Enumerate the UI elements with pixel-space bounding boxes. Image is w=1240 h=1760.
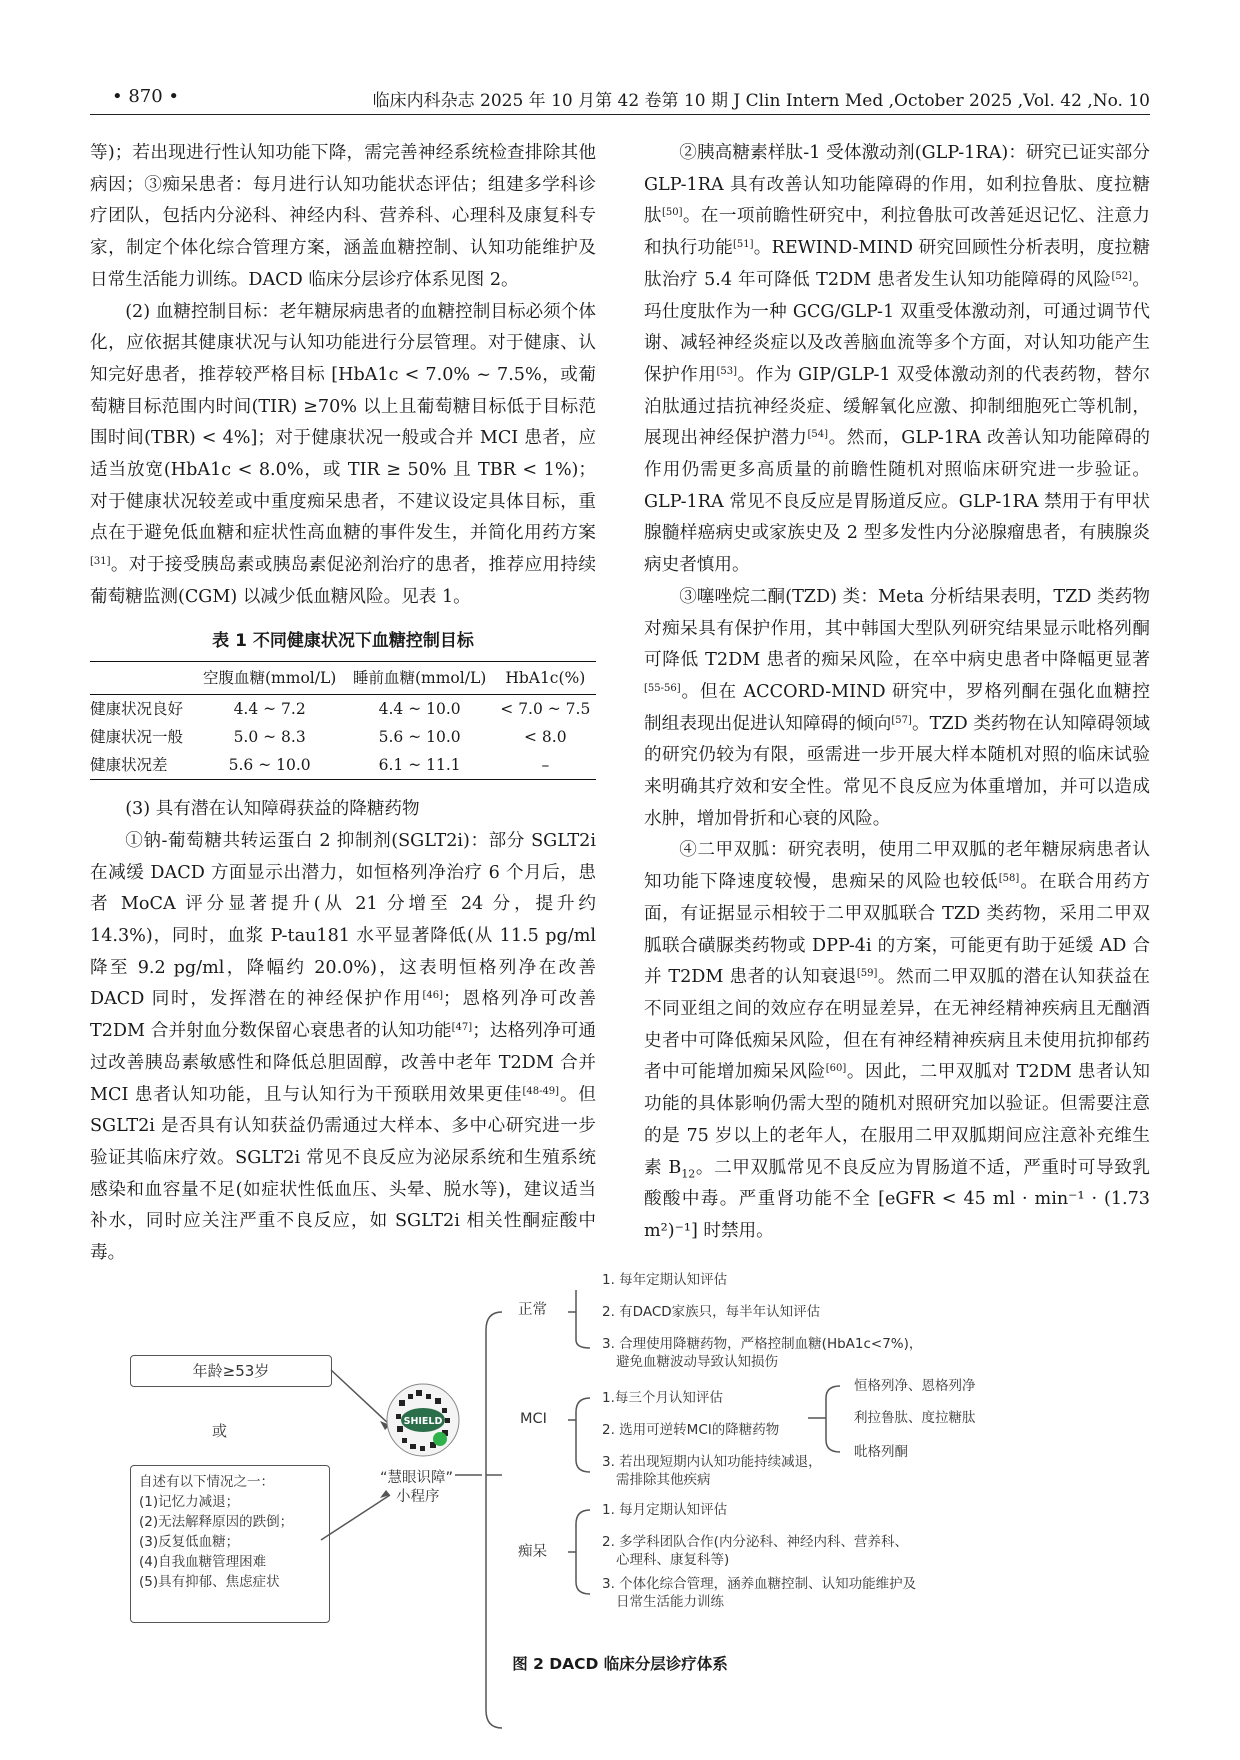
app-caption: “慧眼识障”: [380, 1470, 454, 1486]
table-cell: 4.4 ~ 10.0: [378, 700, 461, 719]
normal-item: 1. 每年定期认知评估: [602, 1272, 728, 1288]
table-cell: < 7.0 ~ 7.5: [500, 700, 591, 719]
drugs-brace: [808, 1386, 840, 1452]
subheading: (3) 具有潜在认知障碍获益的降糖药物: [125, 799, 420, 820]
text-run: 。作为 GIP/GLP-1 双受体激动剂的代表药物，替尔泊肽通过拮抗神经炎症、缓解氧化应激、抑制细胞死亡等机制，展现出神经保护潜力: [644, 364, 1150, 449]
drug-item: 利拉鲁肽、度拉糖肽: [854, 1410, 976, 1426]
citation: [52]: [1111, 270, 1132, 282]
arrow-line: [331, 1370, 390, 1425]
category-mci: MCI: [520, 1411, 547, 1427]
text-run: 。在联合用药方面，有证据显示相较于二甲双胍联合 TZD 类药物，采用二甲双胍联合磺脲类药物或 DPP-4i 的方案，可能更有助于延缓 AD 合并 T2DM 患者的认知衰退: [644, 872, 1150, 988]
table-row: [90, 723, 596, 751]
symptom-line: (2)无法解释原因的跌倒；: [139, 1514, 294, 1530]
text-run: 。但 SGLT2i 是否具有认知获益仍需通过大样本、多中心研究进一步验证其临床疗效。SGLT2i 常见不良反应为泌尿系统和生殖系统感染和血容量不足(如症状性低血压、头晕、脱水等)，建议适当补水，同时应关注严重不良反应，如 SGLT2i 相关性酮症酸中毒。: [90, 1084, 596, 1264]
citation: [53]: [716, 365, 738, 377]
citation: [31]: [90, 556, 111, 568]
text-run: 。TZD 类药物在认知障碍领域的研究仍较为有限，亟需进一步开展大样本随机对照的临床试验来明确其疗效和安全性。常见不良反应为体重增加，并可以造成水肿，增加骨折和心衰的风险。: [644, 713, 1150, 829]
normal-item: 2. 有DACD家族只，每半年认知评估: [602, 1304, 821, 1320]
text-run: 。但在 ACCORD-MIND 研究中，罗格列酮在强化血糖控制组表现出促进认知障碍的倾向: [644, 681, 1150, 734]
app-caption: 小程序: [396, 1489, 440, 1505]
paragraph-sglt2i: [90, 826, 596, 1270]
citation: [46]: [422, 990, 444, 1002]
mci-item: 1.每三个月认知评估: [602, 1390, 723, 1406]
text-run: ；达格列净可通过改善胰岛素敏感性和降低总胆固醇，改善中老年 T2DM 合并 MCI 患者认知功能，且与认知行为干预联用效果更佳: [90, 1021, 596, 1105]
table-cell: –: [495, 751, 596, 780]
left-column: [90, 138, 596, 1270]
or-label: 或: [212, 1422, 228, 1440]
right-column: [644, 138, 1150, 1248]
text-run: 。然而，GLP-1RA 改善认知功能障碍的作用仍需更多高质量的前瞻性随机对照临床研究进一步验证。GLP-1RA 常见不良反应是胃肠道反应。GLP-1RA 禁用于有甲状腺髓样癌病史或家族史及 2 型多发性内分泌腺瘤患者，有胰腺炎病史者慎用。: [644, 428, 1150, 576]
citation: [47]: [451, 1022, 473, 1034]
dementia-item: 3. 个体化综合管理，涵养血糖控制、认知功能维护及: [602, 1576, 917, 1592]
citation: [48-49]: [522, 1085, 560, 1097]
text-run: 。然而二甲双胍的潜在认知获益在不同亚组之间的效应存在明显差异，在无神经精神疾病且无酗酒史者中可降低痴呆风险，但在有神经精神疾病且未使用抗抑郁药者中可能增加痴呆风险: [644, 967, 1150, 1083]
running-title: 临床内科杂志 2025 年 10 月第 42 卷第 10 期 J Clin Intern Med ,October 2025 ,Vol. 42 ,No. 10: [372, 91, 1150, 111]
dementia-item: 1. 每月定期认知评估: [602, 1502, 728, 1518]
table-cell: 健康状况良好: [90, 700, 184, 719]
table-cell: 健康状况一般: [90, 728, 184, 747]
mci-brace: [568, 1398, 590, 1472]
table-cell: 5.6 ~ 10.0: [195, 751, 345, 780]
symptom-line: 自述有以下情况之一：: [139, 1474, 274, 1490]
text-run: ②胰高糖素样肽-1 受体激动剂(GLP-1RA)：研究已证实部分 GLP-1RA 具有改善认知功能障碍的作用，如利拉鲁肽、度拉糖肽: [644, 143, 1150, 227]
citation: [58]: [998, 873, 1020, 885]
mci-item: 3. 若出现短期内认知功能持续减退，: [602, 1454, 822, 1470]
figure-dacd-system: [90, 1272, 1150, 1760]
table-row: [90, 695, 596, 724]
table-cell: 5.6 ~ 10.0: [378, 728, 461, 747]
citation: [50]: [661, 207, 683, 219]
paragraph-glp1ra: [644, 138, 1150, 582]
table-cell: 6.1 ~ 11.1: [345, 751, 495, 780]
table-cell: 4.4 ~ 7.2: [233, 700, 306, 719]
dementia-brace: [568, 1510, 590, 1594]
drug-item: 恒格列净、恩格列净: [854, 1378, 976, 1394]
citation: [57]: [891, 714, 912, 726]
symptom-box: [130, 1465, 330, 1623]
text-run: 。REWIND-MIND 研究回顾性分析表明，度拉糖肽治疗 5.4 年可降低 T2DM 患者发生认知功能障碍的风险: [644, 238, 1150, 290]
symptom-line: (3)反复低血糖；: [139, 1534, 240, 1550]
paragraph-metformin: [644, 835, 1150, 1247]
subscript: 12: [681, 1167, 696, 1181]
dementia-item: 心理科、康复科等): [616, 1552, 730, 1568]
text-run: 。在一项前瞻性研究中，利拉鲁肽可改善延迟记忆、注意力和执行功能: [644, 206, 1150, 259]
text-run: (2) 血糖控制目标：老年糖尿病患者的血糖控制目标必须个体化，应依据其健康状况与认知功能进行分层管理。对于健康、认知完好患者，推荐较严格目标 [HbA1c < 7.0% ~ 7.5%，或葡萄糖目标范围内时间(TIR) ≥70% 以上且葡萄糖目标低于目标范围时间(TBR) < 4%]；对于健康状况一般或合并 MCI 患者，应适当放宽(HbA1c < 8.0%，或 TIR ≥ 50% 且 TBR < 1%)；对于健康状况较差或中重度痴呆患者，不建议设定具体目标，重点在于避免低血糖和症状性高血糖的事件发生，并简化用药方案: [90, 301, 596, 544]
drug-item: 吡格列酮: [854, 1444, 908, 1460]
paragraph: 等)；若出现进行性认知功能下降，需完善神经系统检查排除其他病因；③痴呆患者：每月进行认知功能状态评估；组建多学科诊疗团队，包括内分泌科、神经内科、营养科、心理科及康复科专家，制定个体化综合管理方案，涵盖血糖控制、认知功能维护及日常生活能力训练。DACD 临床分层诊疗体系见图 2。: [90, 143, 596, 290]
paragraph-tzd: [644, 582, 1150, 836]
table-row: [90, 751, 596, 780]
text-run: ；恩格列净可改善 T2DM 合并射血分数保留心衰患者的认知功能: [90, 989, 596, 1042]
table-title: 表 1 不同健康状况下血糖控制目标: [212, 630, 474, 651]
page-header: [90, 86, 1150, 126]
glucose-target-table: [90, 661, 596, 780]
citation: [51]: [733, 239, 754, 251]
age-box: 年龄≥53岁: [130, 1355, 332, 1387]
citation: [60]: [825, 1063, 847, 1075]
symptom-line: (4)自我血糖管理困难: [139, 1554, 267, 1570]
text-run: ④二甲双胍：研究表明，使用二甲双胍的老年糖尿病患者认知功能下降速度较慢，患痴呆的风险也较低: [644, 840, 1150, 893]
symptom-line: (5)具有抑郁、焦虑症状: [139, 1574, 280, 1590]
citation: [54]: [807, 429, 828, 441]
table-header-cell: HbA1c(%): [495, 662, 596, 695]
dementia-item: 2. 多学科团队合作(内分泌科、神经内科、营养科、: [602, 1534, 908, 1550]
table-header-cell: [90, 662, 195, 695]
normal-item: 避免血糖波动导致认知损伤: [616, 1354, 778, 1370]
dementia-item: 日常生活能力训练: [616, 1594, 724, 1610]
table-header-cell: 睡前血糖(mmol/L): [345, 662, 495, 695]
table-cell: 5.0 ~ 8.3: [233, 728, 306, 747]
figure-caption: 图 2 DACD 临床分层诊疗体系: [512, 1655, 728, 1673]
arrow-line: [321, 1495, 390, 1540]
table-cell: < 8.0: [524, 728, 567, 747]
text-run: 。玛仕度肽作为一种 GCG/GLP-1 双重受体激动剂，可通过调节代谢、减轻神经炎症以及改善脑血流等多个方面，对认知功能产生保护作用: [644, 269, 1150, 385]
table-header-cell: 空腹血糖(mmol/L): [195, 662, 345, 695]
text-run: 。对于接受胰岛素或胰岛素促泌剂治疗的患者，推荐应用持续葡萄糖监测(CGM) 以减少低血糖风险。见表 1。: [90, 555, 596, 607]
normal-brace: [568, 1290, 590, 1348]
text-run: 。因此，二甲双胍对 T2DM 患者认知功能的具体影响仍需大型的随机对照研究加以验证。但需要注意的是 75 岁以上的老年人，在服用二甲双胍期间应注意补充维生素 B: [644, 1062, 1150, 1178]
table-cell: 健康状况差: [90, 751, 195, 780]
text-run: ①钠-葡萄糖共转运蛋白 2 抑制剂(SGLT2i)：部分 SGLT2i 在减缓 DACD 方面显示出潜力，如恒格列净治疗 6 个月后，患者 MoCA 评分显著提升(从 21 分增至 24 分，提升约 14.3%)，同时，血浆 P-tau181 水平显著降低(从 11.5 pg/ml 降至 9.2 pg/ml，降幅约 20.0%)，这表明恒格列净在改善 DACD 同时，发挥潜在的神经保护作用: [90, 830, 596, 1010]
category-dementia: 痴呆: [518, 1544, 547, 1560]
mci-item: 需排除其他疾病: [616, 1472, 711, 1488]
citation: [55-56]: [644, 682, 681, 694]
page-number: • 870 •: [112, 86, 180, 107]
text-run: ③噻唑烷二酮(TZD) 类：Meta 分析结果表明，TZD 类药物对痴呆具有保护作用，其中韩国大型队列研究结果显示吡格列酮可降低 T2DM 患者的痴呆风险，在卒中病史患者中降幅更显著: [644, 586, 1150, 671]
normal-item: 3. 合理使用降糖药物，严格控制血糖(HbA1c<7%)，: [602, 1336, 923, 1352]
symptom-line: (1)记忆力减退；: [139, 1494, 240, 1510]
paragraph-glucose-targets: [90, 297, 596, 614]
category-normal: 正常: [518, 1302, 547, 1318]
qr-label: SHIELD: [403, 1416, 443, 1427]
mci-item: 2. 选用可逆转MCI的降糖药物: [602, 1422, 780, 1438]
text-run: 。二甲双胍常见不良反应为胃肠道不适，严重时可导致乳酸酸中毒。严重肾功能不全 [eGFR < 45 ml · min⁻¹ · (1.73 m²)⁻¹] 时禁用。: [644, 1157, 1150, 1241]
citation: [59]: [856, 968, 878, 980]
header-rule: [90, 114, 1150, 115]
